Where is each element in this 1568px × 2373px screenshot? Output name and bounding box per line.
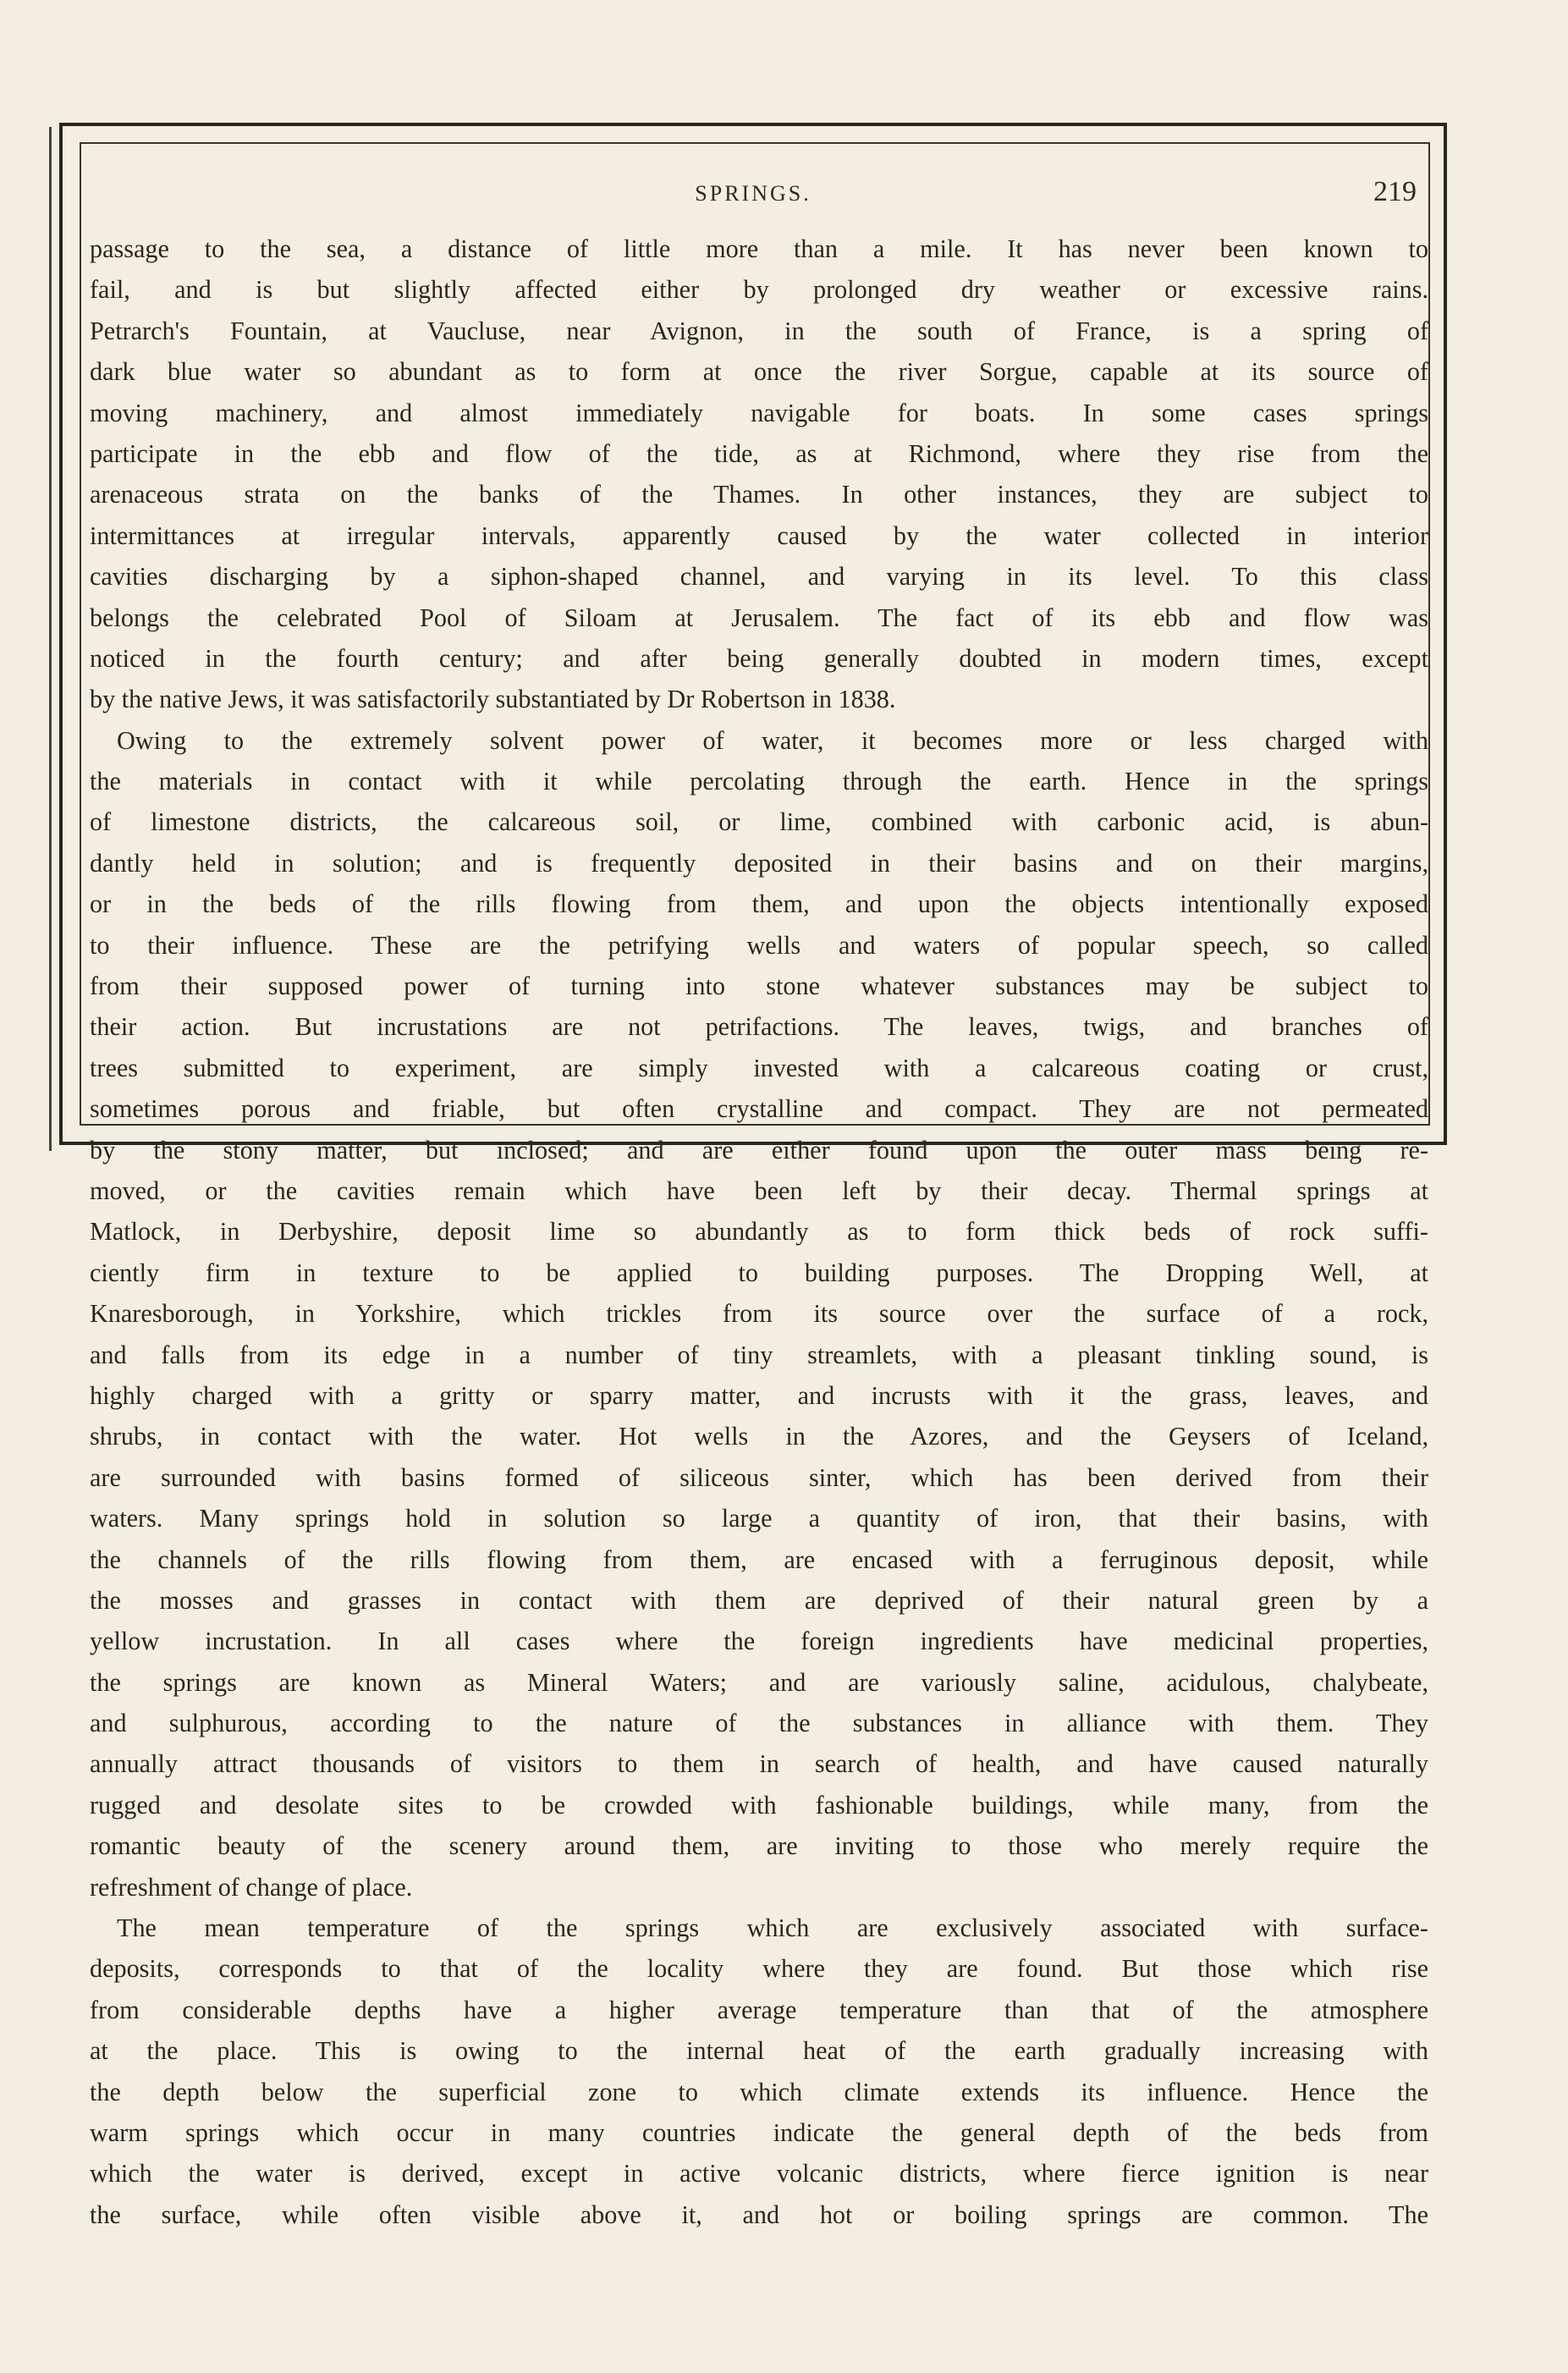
left-margin-rule	[49, 127, 52, 1151]
text-line: fail, and is but slightly affected either by prolonged dry weather or excessive rains.	[90, 275, 1428, 305]
text-line: Knaresborough, in Yorkshire, which trickles from its source over the surface of a rock,	[90, 1299, 1428, 1329]
text-line: the springs are known as Mineral Waters; and are variously saline, acidulous, chalybeate,	[90, 1667, 1428, 1697]
text-line: to their influence. These are the petrifying wells and waters of popular speech, so called	[90, 930, 1428, 960]
text-line: yellow incrustation. In all cases where the foreign ingredients have medicinal properties,	[90, 1627, 1428, 1656]
text-line: the mosses and grasses in contact with them are deprived of their natural green by a	[90, 1585, 1428, 1615]
text-line: by the stony matter, but inclosed; and are either found upon the outer mass being re-	[90, 1135, 1428, 1164]
text-line: ciently firm in texture to be applied to building purposes. The Dropping Well, at	[90, 1258, 1428, 1287]
text-line: cavities discharging by a siphon-shaped channel, and varying in its level. To this class	[90, 562, 1428, 592]
text-line: Matlock, in Derbyshire, deposit lime so abundantly as to form thick beds of rock suffi-	[90, 1217, 1428, 1247]
text-line: sometimes porous and friable, but often crystalline and compact. They are not permeated	[90, 1094, 1428, 1124]
text-line: deposits, corresponds to that of the locality where they are found. But those which rise	[90, 1954, 1428, 1984]
text-line: participate in the ebb and flow of the tide, as at Richmond, where they rise from the	[90, 438, 1428, 468]
page-number: 219	[1373, 176, 1417, 207]
text-line: and falls from its edge in a number of tiny streamlets, with a pleasant tinkling sound, is	[90, 1340, 1428, 1369]
text-line: waters. Many springs hold in solution so large a quantity of iron, that their basins, with	[90, 1504, 1428, 1533]
text-line: the materials in contact with it while percolating through the earth. Hence in the springs	[90, 767, 1428, 796]
text-line: are surrounded with basins formed of siliceous sinter, which has been derived from their	[90, 1462, 1428, 1492]
text-line: moved, or the cavities remain which have been left by their decay. Thermal springs at	[90, 1175, 1428, 1205]
text-line: trees submitted to experiment, are simply invested with a calcareous coating or crust,	[90, 1053, 1428, 1082]
text-line: rugged and desolate sites to be crowded with fashionable buildings, while many, from the	[90, 1790, 1428, 1820]
text-line: intermittances at irregular intervals, apparently caused by the water collected in interior	[90, 520, 1428, 550]
text-line: from their supposed power of turning into stone whatever substances may be subject to	[90, 972, 1428, 1001]
text-line: annually attract thousands of visitors to them in search of health, and have caused naturally	[90, 1749, 1428, 1779]
text-line: belongs the celebrated Pool of Siloam at Jerusalem. The fact of its ebb and flow was	[90, 603, 1428, 632]
text-line: The mean temperature of the springs which are exclusively associated with surface-	[117, 1913, 1428, 1943]
text-line: shrubs, in contact with the water. Hot wells in the Azores, and the Geysers of Iceland,	[90, 1422, 1428, 1451]
text-line: refreshment of change of place.	[90, 1872, 413, 1902]
text-line: at the place. This is owing to the internal heat of the earth gradually increasing with	[90, 2036, 1428, 2066]
text-line: highly charged with a gritty or sparry matter, and incrusts with it the grass, leaves, and	[90, 1380, 1428, 1410]
page-header	[85, 176, 1422, 218]
text-line: Owing to the extremely solvent power of water, it becomes more or less charged with	[117, 725, 1428, 755]
text-line: by the native Jews, it was satisfactorily substantiated by Dr Robertson in 1838.	[90, 685, 896, 714]
text-line: moving machinery, and almost immediately navigable for boats. In some cases springs	[90, 398, 1428, 427]
text-line: the depth below the superficial zone to which climate extends its influence. Hence the	[90, 2077, 1428, 2106]
text-line: the channels of the rills flowing from them, are encased with a ferruginous deposit, while	[90, 1544, 1428, 1574]
text-line: dantly held in solution; and is frequently deposited in their basins and on their margins,	[90, 848, 1428, 878]
body-text	[90, 228, 1428, 2235]
text-line: arenaceous strata on the banks of the Thames. In other instances, they are subject to	[90, 480, 1428, 509]
running-head: SPRINGS.	[695, 181, 812, 206]
text-line: noticed in the fourth century; and after being generally doubted in modern times, except	[90, 643, 1428, 673]
text-line: dark blue water so abundant as to form at once the river Sorgue, capable at its source of	[90, 357, 1428, 387]
text-line: passage to the sea, a distance of little more than a mile. It has never been known to	[90, 234, 1428, 263]
text-line: of limestone districts, the calcareous soil, or lime, combined with carbonic acid, is abun-	[90, 807, 1428, 837]
text-line: which the water is derived, except in active volcanic districts, where fierce ignition is near	[90, 2159, 1428, 2189]
text-line: their action. But incrustations are not petrifactions. The leaves, twigs, and branches of	[90, 1012, 1428, 1042]
text-line: from considerable depths have a higher average temperature than that of the atmosphere	[90, 1995, 1428, 2024]
text-line: warm springs which occur in many countries indicate the general depth of the beds from	[90, 2117, 1428, 2147]
text-line: the surface, while often visible above it, and hot or boiling springs are common. The	[90, 2200, 1428, 2229]
text-line: Petrarch's Fountain, at Vaucluse, near Avignon, in the south of France, is a spring of	[90, 316, 1428, 345]
text-line: and sulphurous, according to the nature of the substances in alliance with them. They	[90, 1709, 1428, 1738]
text-line: or in the beds of the rills flowing from them, and upon the objects intentionally exposed	[90, 889, 1428, 919]
text-line: romantic beauty of the scenery around them, are inviting to those who merely require the	[90, 1831, 1428, 1861]
